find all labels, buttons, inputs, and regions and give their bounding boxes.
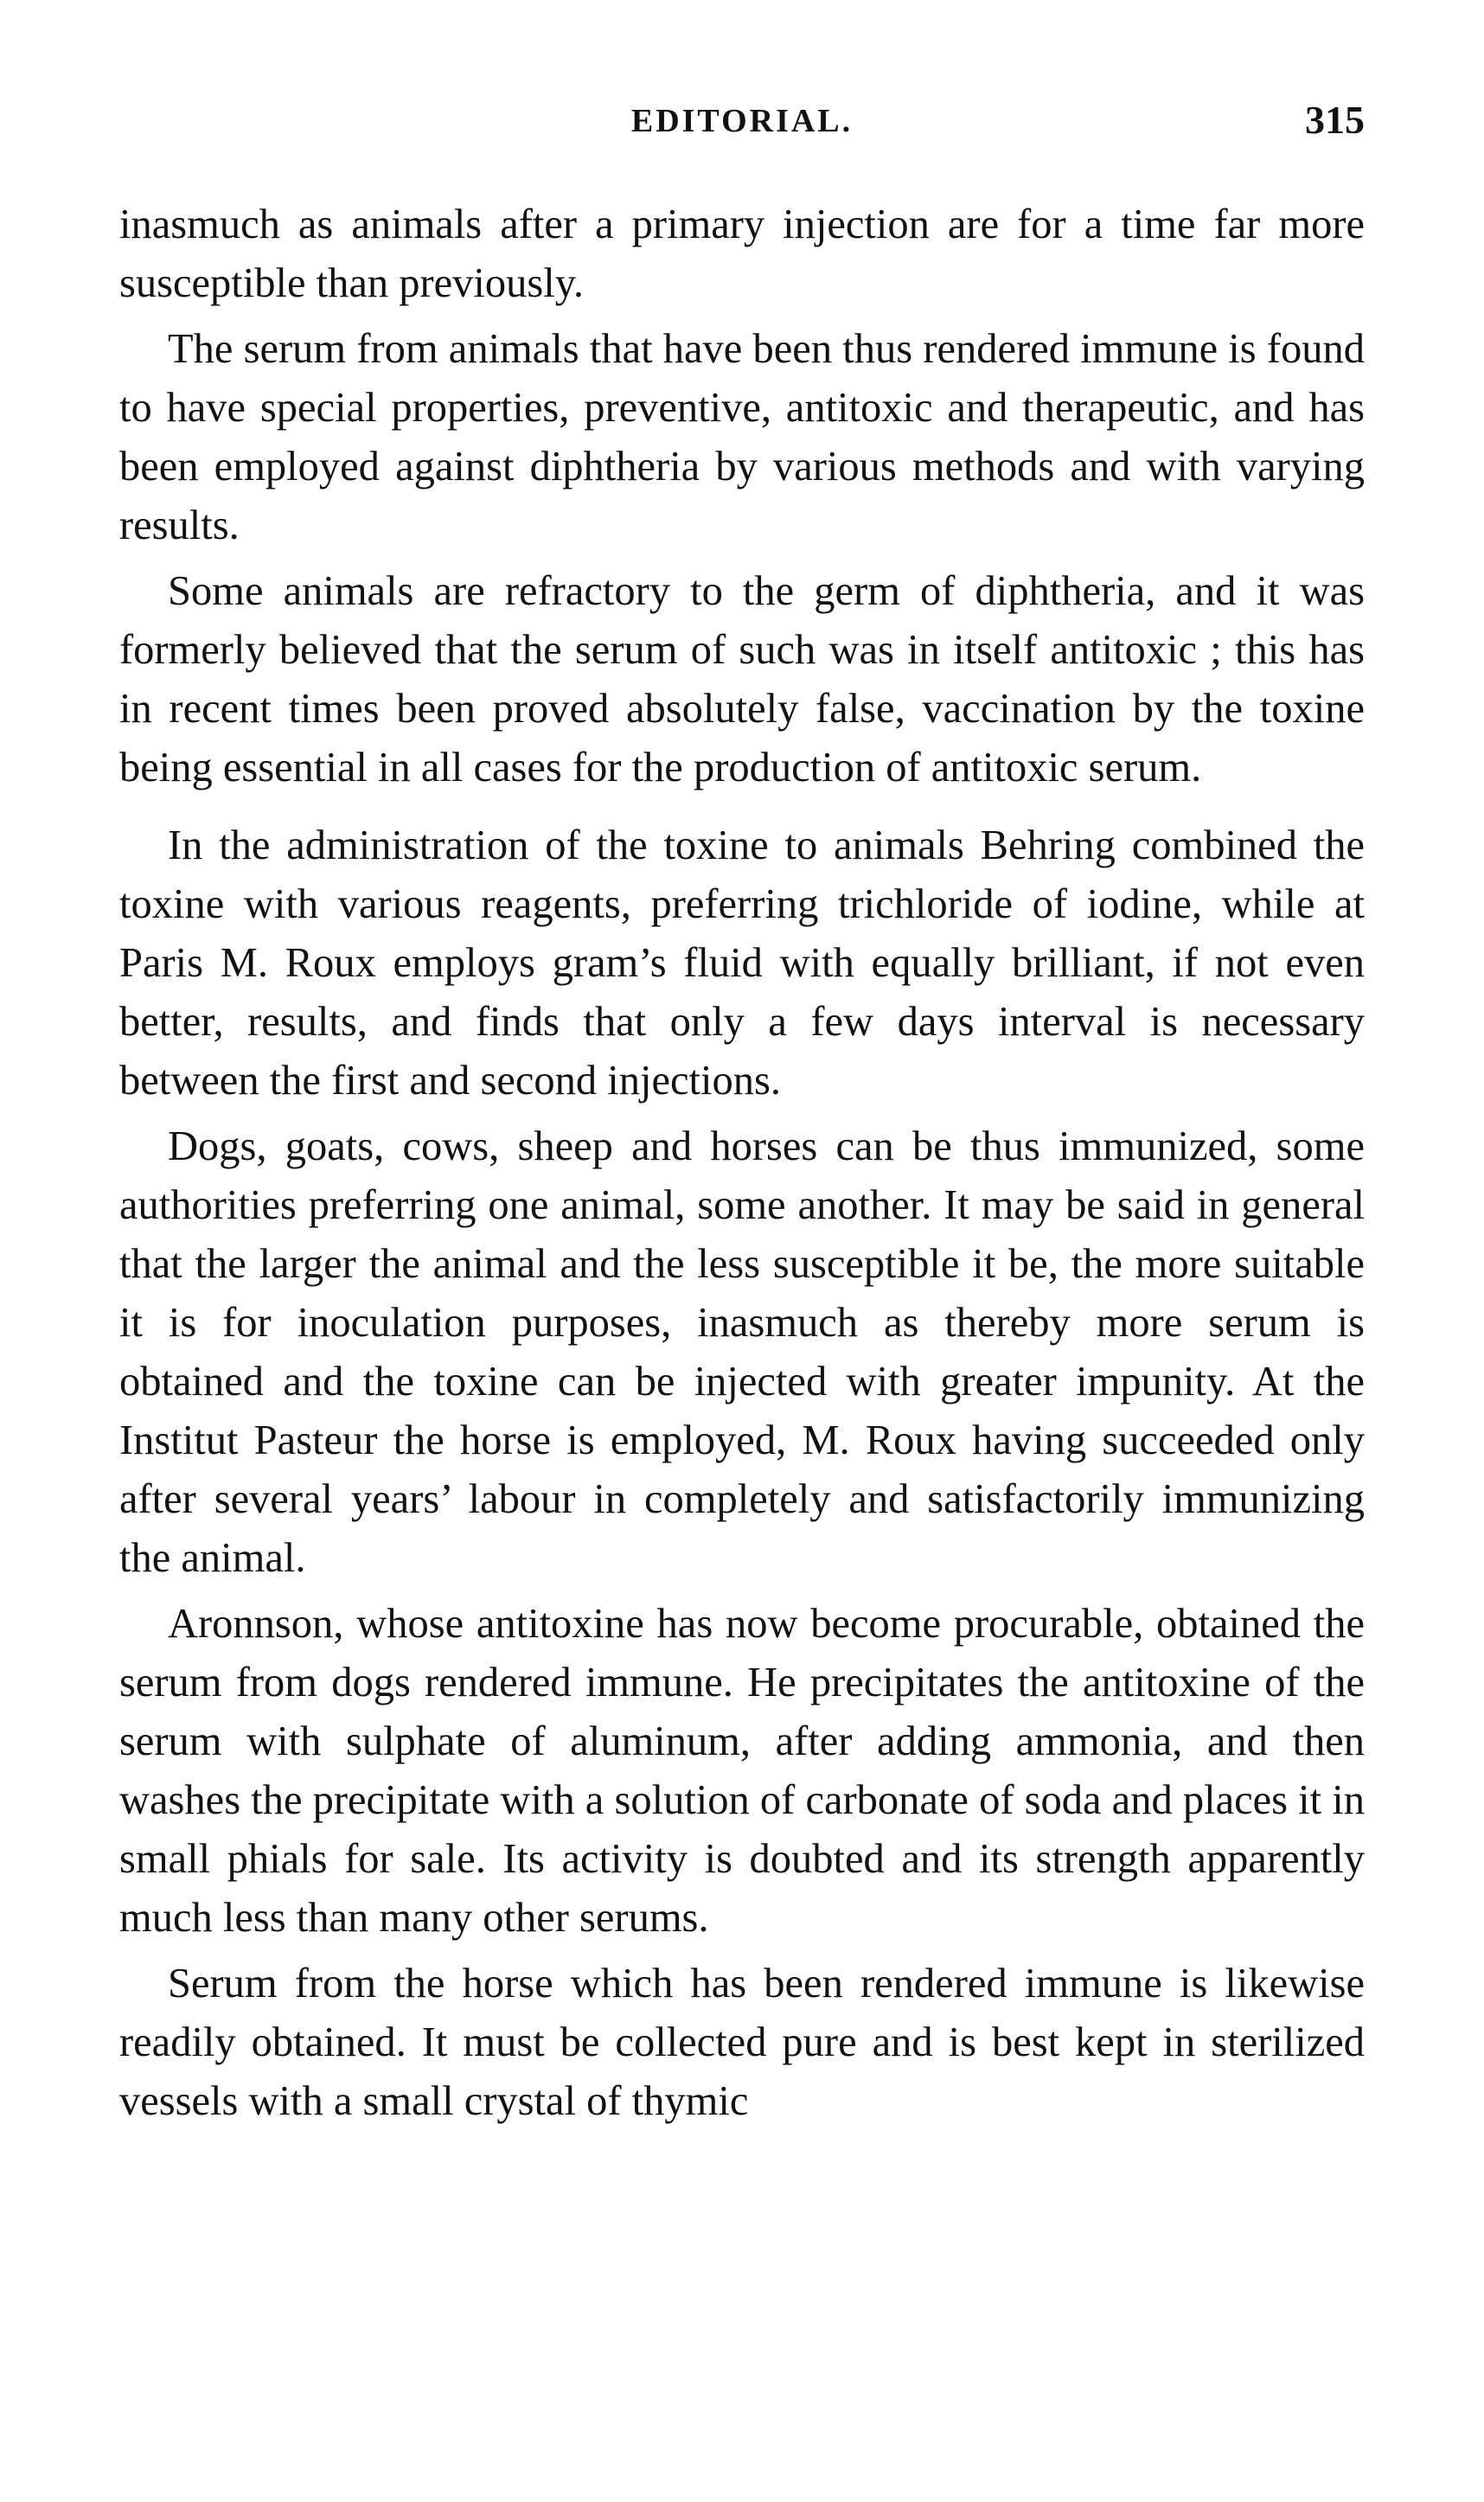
paragraph-toxine-administration: In the administration of the toxine to animals Behring combined the toxine with various reagents, preferring trichloride of iodine, while at Paris M. Roux employs gram’s fluid with equally brilliant, if not even better, results, and finds that only a few days interval is necessary between the first and second injections. [119, 822, 1365, 1104]
page-number: 315 [1305, 98, 1365, 142]
paragraph-aronnson: Aronnson, whose antitoxine has now become procurable, obtained the serum from dogs rendered immune. He precipitates the antitoxine of the serum with sulphate of aluminum, after adding ammonia, and then washes the precipitate with a solution of carbonate of soda and places it in small phials for sale. Its activity is doubted and its strength apparently much less than many other serums. [119, 1601, 1365, 1941]
running-head [119, 98, 1365, 154]
paragraph-serum-properties: The serum from animals that have been thus rendered immune is found to have special properties, preventive, antitoxic and therapeutic, and has been employed against diphtheria by various methods and with varying results. [119, 326, 1365, 548]
paragraph-continuation: inasmuch as animals after a primary injection are for a time far more susceptible than previously. [119, 202, 1365, 306]
paragraph-horse-serum: Serum from the horse which has been rendered immune is likewise readily obtained. It must be collected pure and is best kept in sterilized vessels with a small crystal of thymic [119, 1961, 1365, 2124]
body-text [119, 195, 1365, 2138]
running-title: EDITORIAL. [630, 103, 854, 139]
paragraph-animals-immunized: Dogs, goats, cows, sheep and horses can be thus immunized, some authorities preferring one animal, some another. It may be said in general that the larger the animal and the less susceptible it be, the more suitable it is for inoculation purposes, inasmuch as thereby more serum is obtained and the toxine can be injected with greater impunity. At the Institut Pasteur the horse is employed, M. Roux having succeeded only after several years’ labour in completely and satisfactorily immunizing the animal. [119, 1123, 1365, 1581]
paragraph-refractory-animals: Some animals are refractory to the germ of diphtheria, and it was formerly believed that the serum of such was in itself antitoxic ; this has in recent times been proved absolutely false, vaccination by the toxine being essential in all cases for the production of antitoxic serum. [119, 568, 1365, 790]
